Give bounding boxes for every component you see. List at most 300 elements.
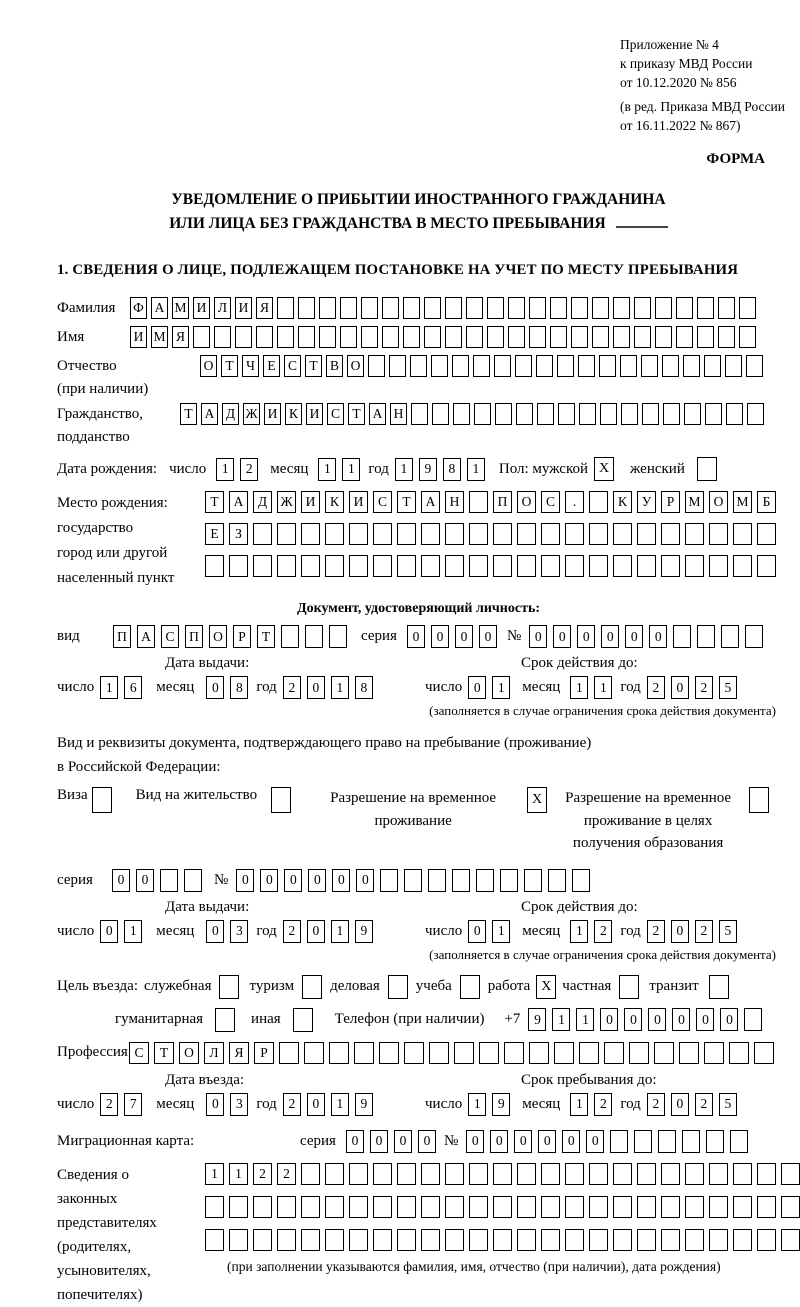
char-cell[interactable]: Ч (242, 355, 259, 377)
char-cell[interactable] (298, 326, 315, 348)
char-cell[interactable] (404, 1042, 424, 1064)
char-cell[interactable]: Н (445, 491, 464, 513)
char-cell[interactable] (397, 1196, 416, 1218)
char-cell[interactable] (466, 297, 483, 319)
char-cell[interactable] (361, 297, 378, 319)
char-cell[interactable] (524, 869, 542, 892)
char-cell[interactable] (389, 355, 406, 377)
char-cell[interactable]: 0 (332, 869, 350, 892)
char-cell[interactable] (739, 326, 756, 348)
char-cell[interactable]: 1 (100, 676, 118, 699)
char-cell[interactable] (757, 1163, 776, 1185)
char-cell[interactable] (445, 326, 462, 348)
char-cell[interactable] (493, 523, 512, 545)
char-cell[interactable] (621, 403, 638, 425)
char-cell[interactable] (637, 1163, 656, 1185)
char-cell[interactable] (744, 1008, 762, 1031)
char-cell[interactable] (579, 403, 596, 425)
char-cell[interactable] (368, 355, 385, 377)
char-cell[interactable] (757, 523, 776, 545)
char-cell[interactable]: 3 (230, 920, 248, 943)
char-cell[interactable]: О (517, 491, 536, 513)
char-cell[interactable] (517, 523, 536, 545)
char-cell[interactable]: К (325, 491, 344, 513)
char-cell[interactable] (452, 355, 469, 377)
char-cell[interactable]: 0 (418, 1130, 436, 1153)
char-cell[interactable]: 6 (124, 676, 142, 699)
char-cell[interactable] (500, 869, 518, 892)
char-cell[interactable] (541, 1196, 560, 1218)
char-cell[interactable]: Ф (130, 297, 147, 319)
char-cell[interactable] (634, 297, 651, 319)
char-cell[interactable] (655, 297, 672, 319)
char-cell[interactable] (445, 297, 462, 319)
char-cell[interactable] (725, 355, 742, 377)
char-cell[interactable] (747, 403, 764, 425)
char-cell[interactable] (729, 1042, 749, 1064)
char-cell[interactable]: Я (172, 326, 189, 348)
char-cell[interactable] (572, 869, 590, 892)
char-cell[interactable]: 2 (283, 920, 301, 943)
char-cell[interactable]: З (229, 523, 248, 545)
char-cell[interactable] (469, 1196, 488, 1218)
char-cell[interactable]: 0 (625, 625, 643, 648)
char-cell[interactable] (474, 403, 491, 425)
char-cell[interactable]: М (685, 491, 704, 513)
char-cell[interactable]: Д (222, 403, 239, 425)
char-cell[interactable]: 0 (307, 1093, 325, 1116)
char-cell[interactable] (493, 555, 512, 577)
char-cell[interactable] (253, 555, 272, 577)
char-cell[interactable]: 9 (492, 1093, 510, 1116)
char-cell[interactable] (277, 297, 294, 319)
char-cell[interactable] (424, 297, 441, 319)
char-cell[interactable] (410, 355, 427, 377)
char-cell[interactable] (613, 523, 632, 545)
char-cell[interactable] (571, 326, 588, 348)
char-cell[interactable] (620, 355, 637, 377)
char-cell[interactable]: 1 (229, 1163, 248, 1185)
char-cell[interactable] (380, 869, 398, 892)
char-cell[interactable] (277, 523, 296, 545)
char-cell[interactable]: 0 (407, 625, 425, 648)
char-cell[interactable]: 1 (468, 1093, 486, 1116)
char-cell[interactable]: К (613, 491, 632, 513)
char-cell[interactable]: 0 (671, 676, 689, 699)
char-cell[interactable] (253, 1196, 272, 1218)
char-cell[interactable] (281, 625, 299, 648)
char-cell[interactable] (373, 523, 392, 545)
char-cell[interactable]: 0 (671, 920, 689, 943)
char-cell[interactable] (579, 1042, 599, 1064)
char-cell[interactable] (508, 326, 525, 348)
char-cell[interactable]: 2 (647, 1093, 665, 1116)
char-cell[interactable]: 9 (355, 920, 373, 943)
char-cell[interactable] (613, 555, 632, 577)
char-cell[interactable] (541, 1229, 560, 1251)
char-cell[interactable] (757, 1229, 776, 1251)
char-cell[interactable] (349, 555, 368, 577)
char-cell[interactable] (661, 1229, 680, 1251)
char-cell[interactable]: Т (205, 491, 224, 513)
char-cell[interactable] (661, 523, 680, 545)
char-cell[interactable] (589, 1229, 608, 1251)
char-cell[interactable]: П (185, 625, 203, 648)
char-cell[interactable] (571, 297, 588, 319)
char-cell[interactable]: Р (233, 625, 251, 648)
char-cell[interactable] (673, 625, 691, 648)
char-cell[interactable] (733, 555, 752, 577)
char-cell[interactable] (655, 326, 672, 348)
char-cell[interactable] (277, 1196, 296, 1218)
char-cell[interactable] (709, 1196, 728, 1218)
char-cell[interactable]: 2 (100, 1093, 118, 1116)
char-cell[interactable] (421, 1196, 440, 1218)
char-cell[interactable]: И (264, 403, 281, 425)
char-cell[interactable]: И (306, 403, 323, 425)
char-cell[interactable]: 1 (570, 920, 588, 943)
char-cell[interactable] (663, 403, 680, 425)
char-cell[interactable] (411, 403, 428, 425)
purpose-other-checkbox[interactable] (293, 1008, 313, 1032)
char-cell[interactable] (253, 523, 272, 545)
char-cell[interactable] (305, 625, 323, 648)
char-cell[interactable] (641, 355, 658, 377)
char-cell[interactable]: 0 (370, 1130, 388, 1153)
char-cell[interactable] (654, 1042, 674, 1064)
char-cell[interactable]: П (493, 491, 512, 513)
char-cell[interactable]: 0 (308, 869, 326, 892)
char-cell[interactable] (685, 523, 704, 545)
char-cell[interactable] (429, 1042, 449, 1064)
char-cell[interactable] (529, 326, 546, 348)
purpose-tourism-checkbox[interactable] (302, 975, 322, 999)
char-cell[interactable] (469, 1229, 488, 1251)
char-cell[interactable] (277, 1229, 296, 1251)
char-cell[interactable] (704, 1042, 724, 1064)
temp-permit-edu-checkbox[interactable] (749, 787, 769, 813)
char-cell[interactable]: Ж (243, 403, 260, 425)
char-cell[interactable] (325, 1196, 344, 1218)
char-cell[interactable]: 1 (552, 1008, 570, 1031)
char-cell[interactable]: 1 (570, 676, 588, 699)
char-cell[interactable] (373, 1196, 392, 1218)
char-cell[interactable]: 2 (695, 1093, 713, 1116)
char-cell[interactable]: Т (305, 355, 322, 377)
purpose-official-checkbox[interactable] (219, 975, 239, 999)
char-cell[interactable]: 0 (490, 1130, 508, 1153)
char-cell[interactable] (704, 355, 721, 377)
char-cell[interactable] (541, 523, 560, 545)
residence-permit-checkbox[interactable] (271, 787, 291, 813)
char-cell[interactable] (721, 625, 739, 648)
char-cell[interactable]: 2 (253, 1163, 272, 1185)
char-cell[interactable] (676, 326, 693, 348)
purpose-study-checkbox[interactable] (460, 975, 480, 999)
char-cell[interactable] (661, 1196, 680, 1218)
char-cell[interactable] (718, 326, 735, 348)
char-cell[interactable] (466, 326, 483, 348)
char-cell[interactable] (565, 555, 584, 577)
char-cell[interactable]: М (733, 491, 752, 513)
char-cell[interactable] (214, 326, 231, 348)
char-cell[interactable] (662, 355, 679, 377)
char-cell[interactable] (469, 523, 488, 545)
char-cell[interactable]: 0 (136, 869, 154, 892)
char-cell[interactable]: 3 (230, 1093, 248, 1116)
char-cell[interactable] (684, 403, 701, 425)
char-cell[interactable]: 2 (240, 458, 258, 481)
char-cell[interactable]: А (229, 491, 248, 513)
char-cell[interactable]: 0 (696, 1008, 714, 1031)
char-cell[interactable] (382, 297, 399, 319)
purpose-work-checkbox[interactable]: X (536, 975, 556, 999)
char-cell[interactable]: М (172, 297, 189, 319)
char-cell[interactable]: А (421, 491, 440, 513)
char-cell[interactable] (256, 326, 273, 348)
char-cell[interactable] (229, 555, 248, 577)
char-cell[interactable]: 2 (647, 676, 665, 699)
char-cell[interactable] (548, 869, 566, 892)
char-cell[interactable]: 0 (394, 1130, 412, 1153)
char-cell[interactable]: А (201, 403, 218, 425)
char-cell[interactable] (637, 1196, 656, 1218)
char-cell[interactable] (445, 523, 464, 545)
char-cell[interactable] (421, 1229, 440, 1251)
char-cell[interactable]: 0 (206, 676, 224, 699)
char-cell[interactable] (517, 1163, 536, 1185)
char-cell[interactable] (637, 555, 656, 577)
char-cell[interactable] (403, 297, 420, 319)
char-cell[interactable] (634, 326, 651, 348)
char-cell[interactable]: А (151, 297, 168, 319)
char-cell[interactable] (718, 297, 735, 319)
char-cell[interactable] (431, 355, 448, 377)
char-cell[interactable] (685, 1196, 704, 1218)
visa-checkbox[interactable] (92, 787, 112, 813)
char-cell[interactable] (253, 1229, 272, 1251)
char-cell[interactable] (379, 1042, 399, 1064)
sex-female-checkbox[interactable] (697, 457, 717, 481)
char-cell[interactable] (421, 1163, 440, 1185)
char-cell[interactable] (589, 1163, 608, 1185)
char-cell[interactable]: 1 (342, 458, 360, 481)
char-cell[interactable]: 0 (648, 1008, 666, 1031)
char-cell[interactable]: 0 (284, 869, 302, 892)
char-cell[interactable]: 0 (624, 1008, 642, 1031)
char-cell[interactable]: 1 (331, 1093, 349, 1116)
char-cell[interactable]: 1 (331, 920, 349, 943)
char-cell[interactable] (706, 1130, 724, 1153)
char-cell[interactable] (397, 523, 416, 545)
char-cell[interactable] (493, 1163, 512, 1185)
char-cell[interactable]: 0 (236, 869, 254, 892)
char-cell[interactable]: 8 (443, 458, 461, 481)
char-cell[interactable] (319, 297, 336, 319)
char-cell[interactable] (682, 1130, 700, 1153)
char-cell[interactable] (301, 1163, 320, 1185)
char-cell[interactable] (709, 523, 728, 545)
char-cell[interactable] (452, 869, 470, 892)
char-cell[interactable] (781, 1163, 800, 1185)
char-cell[interactable] (589, 491, 608, 513)
temp-permit-checkbox[interactable]: X (527, 787, 547, 813)
char-cell[interactable]: Л (214, 297, 231, 319)
char-cell[interactable] (516, 403, 533, 425)
char-cell[interactable] (541, 1163, 560, 1185)
char-cell[interactable]: Т (154, 1042, 174, 1064)
char-cell[interactable] (589, 1196, 608, 1218)
char-cell[interactable] (661, 555, 680, 577)
char-cell[interactable] (541, 555, 560, 577)
char-cell[interactable] (495, 403, 512, 425)
char-cell[interactable] (578, 355, 595, 377)
char-cell[interactable] (709, 1163, 728, 1185)
char-cell[interactable]: К (285, 403, 302, 425)
char-cell[interactable]: А (137, 625, 155, 648)
char-cell[interactable]: 0 (466, 1130, 484, 1153)
char-cell[interactable]: 0 (671, 1093, 689, 1116)
char-cell[interactable] (301, 523, 320, 545)
char-cell[interactable] (613, 297, 630, 319)
char-cell[interactable] (599, 355, 616, 377)
char-cell[interactable] (733, 523, 752, 545)
char-cell[interactable] (301, 555, 320, 577)
char-cell[interactable]: 1 (395, 458, 413, 481)
char-cell[interactable] (319, 326, 336, 348)
char-cell[interactable]: 0 (562, 1130, 580, 1153)
char-cell[interactable] (421, 555, 440, 577)
char-cell[interactable] (235, 326, 252, 348)
char-cell[interactable]: 0 (260, 869, 278, 892)
char-cell[interactable] (329, 625, 347, 648)
char-cell[interactable]: Н (390, 403, 407, 425)
char-cell[interactable] (529, 297, 546, 319)
char-cell[interactable] (592, 297, 609, 319)
char-cell[interactable]: Е (205, 523, 224, 545)
char-cell[interactable]: Р (254, 1042, 274, 1064)
char-cell[interactable]: Р (661, 491, 680, 513)
char-cell[interactable]: 8 (230, 676, 248, 699)
char-cell[interactable]: 0 (720, 1008, 738, 1031)
char-cell[interactable]: В (326, 355, 343, 377)
char-cell[interactable]: С (129, 1042, 149, 1064)
char-cell[interactable]: И (301, 491, 320, 513)
char-cell[interactable]: Д (253, 491, 272, 513)
char-cell[interactable] (349, 1163, 368, 1185)
char-cell[interactable]: 2 (695, 920, 713, 943)
char-cell[interactable] (493, 1196, 512, 1218)
char-cell[interactable] (781, 1196, 800, 1218)
char-cell[interactable]: Т (180, 403, 197, 425)
char-cell[interactable]: И (130, 326, 147, 348)
char-cell[interactable] (565, 1163, 584, 1185)
char-cell[interactable]: П (113, 625, 131, 648)
char-cell[interactable]: . (565, 491, 584, 513)
char-cell[interactable]: Л (204, 1042, 224, 1064)
char-cell[interactable] (349, 1229, 368, 1251)
char-cell[interactable] (373, 555, 392, 577)
char-cell[interactable]: У (637, 491, 656, 513)
char-cell[interactable] (298, 297, 315, 319)
char-cell[interactable] (610, 1130, 628, 1153)
char-cell[interactable]: 2 (594, 1093, 612, 1116)
char-cell[interactable] (508, 297, 525, 319)
char-cell[interactable]: 0 (577, 625, 595, 648)
char-cell[interactable] (683, 355, 700, 377)
char-cell[interactable] (445, 1163, 464, 1185)
char-cell[interactable] (373, 1229, 392, 1251)
char-cell[interactable] (349, 1196, 368, 1218)
char-cell[interactable]: 0 (468, 920, 486, 943)
char-cell[interactable] (325, 555, 344, 577)
char-cell[interactable] (558, 403, 575, 425)
char-cell[interactable]: 0 (529, 625, 547, 648)
char-cell[interactable]: 1 (492, 920, 510, 943)
char-cell[interactable]: 1 (216, 458, 234, 481)
char-cell[interactable]: 2 (695, 676, 713, 699)
char-cell[interactable] (697, 625, 715, 648)
char-cell[interactable] (454, 1042, 474, 1064)
char-cell[interactable]: 0 (538, 1130, 556, 1153)
char-cell[interactable]: 0 (514, 1130, 532, 1153)
char-cell[interactable] (757, 555, 776, 577)
char-cell[interactable] (445, 1196, 464, 1218)
char-cell[interactable] (629, 1042, 649, 1064)
char-cell[interactable]: 0 (100, 920, 118, 943)
char-cell[interactable] (739, 297, 756, 319)
char-cell[interactable] (600, 403, 617, 425)
char-cell[interactable] (685, 1229, 704, 1251)
char-cell[interactable]: 0 (206, 920, 224, 943)
char-cell[interactable] (493, 1229, 512, 1251)
char-cell[interactable]: 0 (307, 676, 325, 699)
char-cell[interactable]: 2 (277, 1163, 296, 1185)
char-cell[interactable] (592, 326, 609, 348)
char-cell[interactable]: 2 (594, 920, 612, 943)
char-cell[interactable] (504, 1042, 524, 1064)
char-cell[interactable]: О (347, 355, 364, 377)
char-cell[interactable]: 0 (600, 1008, 618, 1031)
char-cell[interactable] (361, 326, 378, 348)
char-cell[interactable] (709, 555, 728, 577)
char-cell[interactable]: 0 (206, 1093, 224, 1116)
char-cell[interactable] (658, 1130, 676, 1153)
char-cell[interactable] (642, 403, 659, 425)
char-cell[interactable] (279, 1042, 299, 1064)
char-cell[interactable] (301, 1229, 320, 1251)
purpose-private-checkbox[interactable] (619, 975, 639, 999)
char-cell[interactable] (661, 1163, 680, 1185)
char-cell[interactable]: Я (229, 1042, 249, 1064)
char-cell[interactable]: 9 (355, 1093, 373, 1116)
char-cell[interactable] (340, 326, 357, 348)
char-cell[interactable]: Т (221, 355, 238, 377)
char-cell[interactable]: И (349, 491, 368, 513)
char-cell[interactable]: Е (263, 355, 280, 377)
char-cell[interactable]: 1 (570, 1093, 588, 1116)
char-cell[interactable] (515, 355, 532, 377)
char-cell[interactable] (613, 1163, 632, 1185)
char-cell[interactable] (757, 1196, 776, 1218)
char-cell[interactable]: 0 (649, 625, 667, 648)
char-cell[interactable] (469, 491, 488, 513)
char-cell[interactable] (229, 1229, 248, 1251)
char-cell[interactable]: М (151, 326, 168, 348)
char-cell[interactable] (373, 1163, 392, 1185)
char-cell[interactable] (487, 326, 504, 348)
char-cell[interactable]: Б (757, 491, 776, 513)
